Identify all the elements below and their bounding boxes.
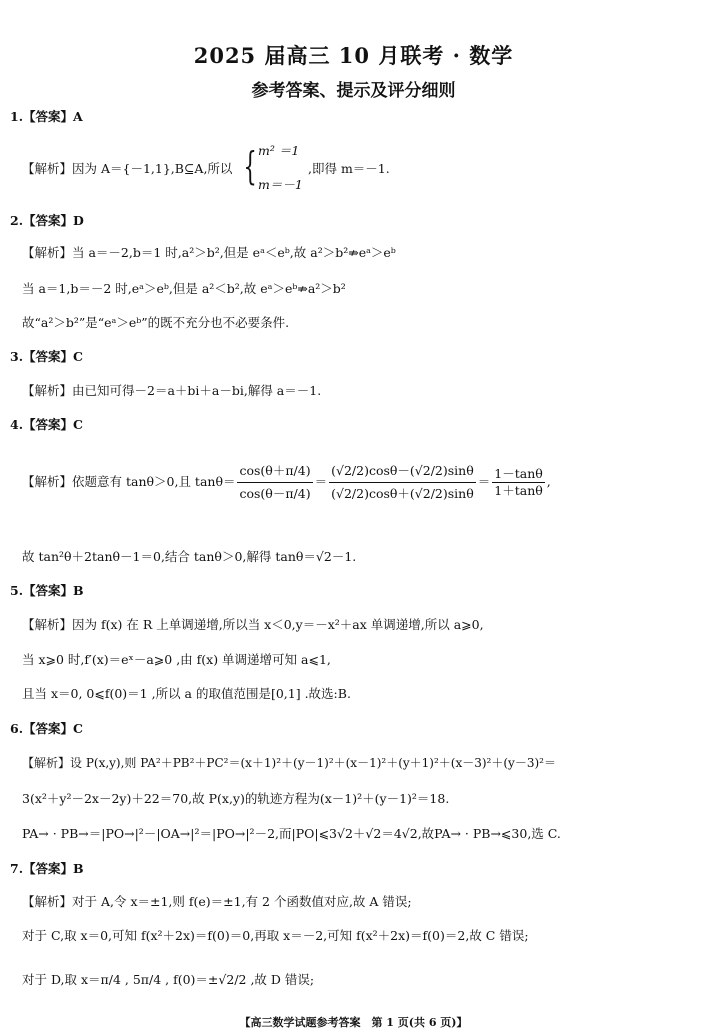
q7-line-2: 对于 C,取 x＝0,可知 f(x²＋2x)＝f(0)＝0,再取 x＝－2,可知 f(x²＋2x)＝f(0)＝2,故 C 错误; <box>22 928 529 943</box>
q5-answer: 5.【答案】B <box>10 583 84 598</box>
q4-frac3-num: 1－tanθ <box>494 466 543 481</box>
q6-answer: 6.【答案】C <box>10 721 83 736</box>
q1-case-top: m² ＝1 <box>258 143 300 158</box>
q4-fraction-1 <box>237 460 312 505</box>
page-subtitle: 参考答案、提示及评分细则 <box>251 81 456 101</box>
q3-answer: 3.【答案】C <box>10 349 83 364</box>
q2-line-2: 当 a＝1,b＝－2 时,eᵃ＞eᵇ,但是 a²＜b²,故 eᵃ＞eᵇ⇏a²＞b² <box>22 281 346 296</box>
page-footer: 【高三数学试题参考答案 第 1 页(共 6 页)】 <box>239 1016 468 1029</box>
page-title: 2025 届高三 10 月联考 · 数学 <box>193 43 514 68</box>
q4-end: , <box>546 474 551 489</box>
q4-prefix: 【解析】依题意有 tanθ＞0,且 tanθ＝ <box>22 474 236 489</box>
q5-line-3: 且当 x＝0, 0⩽f(0)＝1 ,所以 a 的取值范围是[0,1] .故选:B. <box>22 686 351 701</box>
q1-analysis <box>22 160 232 178</box>
q1-case-bottom: m＝－1 <box>258 177 303 192</box>
q1-case-brace: { <box>243 144 257 188</box>
q4-fraction-3 <box>492 466 545 499</box>
q1-answer: 1.【答案】A <box>10 109 83 124</box>
q4-eq-2: ＝ <box>477 474 491 489</box>
q1-analysis-prefix: 【解析】因为 A＝{－1,1},B⊆A,所以 <box>22 161 233 176</box>
q1-analysis-suffix: ,即得 m＝－1. <box>308 161 390 176</box>
q4-frac1-num: cos(θ＋π/4) <box>237 460 312 483</box>
q6-line-1: 【解析】设 P(x,y),则 PA²＋PB²＋PC²＝(x＋1)²＋(y－1)²＋(x－1)²＋(y＋1)²＋(x－3)²＋(y－3)²＝ <box>22 756 556 770</box>
q7-answer: 7.【答案】B <box>10 861 84 876</box>
q4-line-2: 故 tan²θ＋2tanθ－1＝0,结合 tanθ＞0,解得 tanθ＝√2－1. <box>22 549 357 564</box>
q5-line-2: 当 x⩾0 时,f′(x)＝eˣ－a⩾0 ,由 f(x) 单调递增可知 a⩽1, <box>22 652 331 667</box>
q2-line-1: 【解析】当 a＝－2,b＝1 时,a²＞b²,但是 eᵃ＜eᵇ,故 a²＞b²⇏eᵃ＞eᵇ <box>22 245 396 260</box>
q3-line-1: 【解析】由已知可得－2＝a＋bi＋a－bi,解得 a＝－1. <box>22 383 322 398</box>
q2-answer: 2.【答案】D <box>10 213 84 228</box>
q5-line-1: 【解析】因为 f(x) 在 R 上单调递增,所以当 x＜0,y＝－x²＋ax 单调递增,所以 a⩾0, <box>22 617 484 632</box>
q4-frac3-den: 1＋tanθ <box>494 483 543 498</box>
q7-line-3: 对于 D,取 x＝π/4 , 5π/4 , f(0)＝±√2/2 ,故 D 错误; <box>22 972 315 987</box>
q4-line-1 <box>22 460 551 505</box>
q4-eq-1: ＝ <box>314 474 328 489</box>
q4-frac2-num: (√2/2)cosθ－(√2/2)sinθ <box>329 460 476 483</box>
q7-line-1: 【解析】对于 A,令 x＝±1,则 f(e)＝±1,有 2 个函数值对应,故 A 错误; <box>22 894 412 909</box>
q4-fraction-2 <box>329 460 476 505</box>
q6-line-3: PA→ · PB→＝|PO→|²－|OA→|²＝|PO→|²－2,而|PO|⩽3√2＋√2＝4√2,故PA→ · PB→⩽30,选 C. <box>22 826 561 841</box>
q4-frac1-den: cos(θ－π/4) <box>239 486 311 501</box>
q4-answer: 4.【答案】C <box>10 417 83 432</box>
q4-frac2-den: (√2/2)cosθ＋(√2/2)sinθ <box>331 486 474 501</box>
q2-line-3: 故“a²＞b²”是“eᵃ＞eᵇ”的既不充分也不必要条件. <box>22 315 290 330</box>
q6-line-2: 3(x²＋y²－2x－2y)＋22＝70,故 P(x,y)的轨迹方程为(x－1)²＋(y－1)²＝18. <box>22 791 450 806</box>
